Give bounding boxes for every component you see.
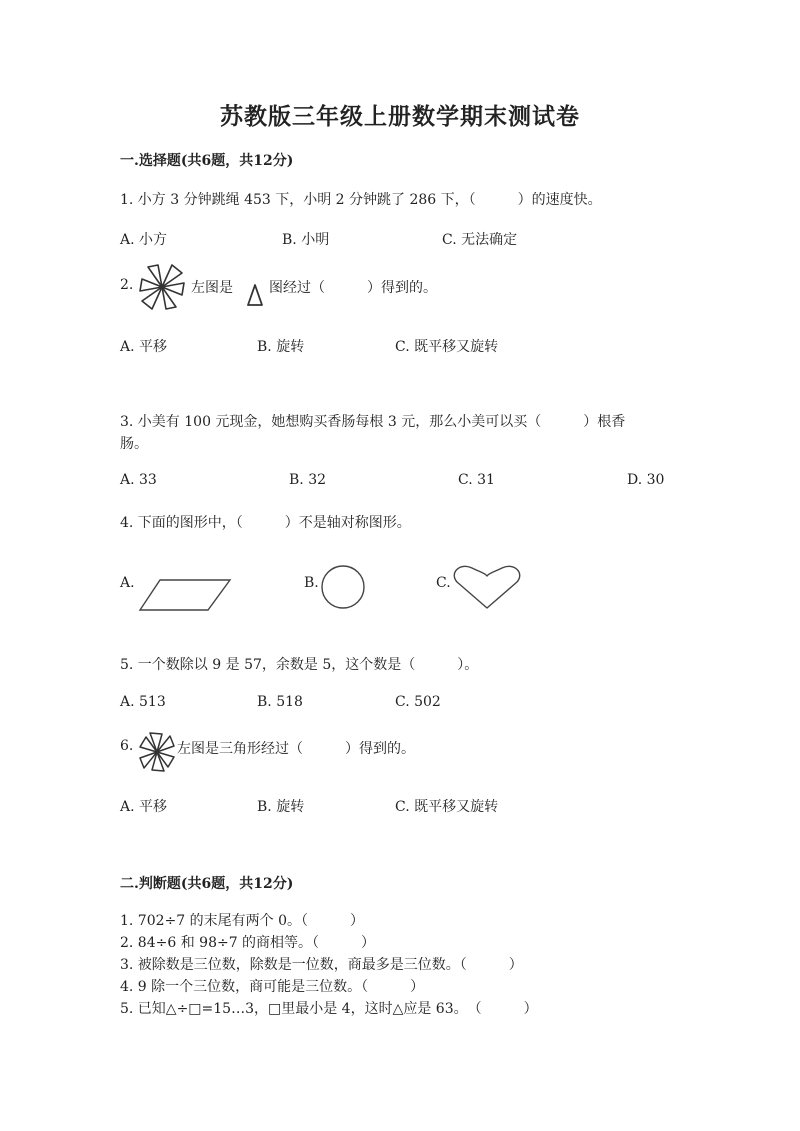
question-3-option-d: D. 30 (627, 472, 665, 488)
question-2-text-a: 左图是 (191, 280, 233, 296)
question-5-option-b: B. 518 (257, 694, 303, 710)
question-3-option-a: A. 33 (120, 472, 157, 488)
question-6-option-c: C. 既平移又旋转 (395, 799, 499, 815)
page-title: 苏教版三年级上册数学期末测试卷 (220, 103, 580, 130)
question-1-option-c: C. 无法确定 (442, 232, 518, 248)
question-4-option-a: A. (120, 575, 135, 591)
question-4-option-b: B. (304, 575, 319, 591)
question-2-text-b: 图经过（ ）得到的。 (269, 280, 437, 296)
question-1-option-b: B. 小明 (282, 232, 330, 248)
judgement-item-2: 2. 84÷6 和 98÷7 的商相等。（ ） (120, 935, 376, 951)
circle-icon (320, 564, 366, 610)
small-triangle-figure (245, 283, 265, 307)
question-4-text: 4. 下面的图形中，（ ）不是轴对称图形。 (120, 515, 411, 531)
judgement-item-3: 3. 被除数是三位数，除数是一位数，商最多是三位数。（ ） (120, 957, 523, 973)
question-2-option-b: B. 旋转 (257, 339, 305, 355)
judgement-item-4: 4. 9 除一个三位数，商可能是三位数。（ ） (120, 979, 425, 995)
question-5-option-a: A. 513 (120, 694, 166, 710)
question-3-option-c: C. 31 (458, 472, 495, 488)
parallelogram-icon (138, 578, 232, 612)
question-5-option-c: C. 502 (395, 694, 441, 710)
question-2-number: 2. (120, 277, 134, 293)
question-5-text: 5. 一个数除以 9 是 57，余数是 5，这个数是（ ）。 (120, 657, 479, 673)
question-1-text: 1. 小方 3 分钟跳绳 453 下，小明 2 分钟跳了 286 下，（ ）的速度快。 (120, 192, 602, 208)
section-heading-choice: 一.选择题(共6题，共12分) (120, 153, 294, 169)
question-3-line-1: 3. 小美有 100 元现金，她想购买香肠每根 3 元，那么小美可以买（ ）根香 (120, 414, 626, 430)
question-2-option-a: A. 平移 (120, 339, 168, 355)
judgement-item-5: 5. 已知△÷□=15…3，□里最小是 4，这时△应是 63。 （ ） (120, 1001, 538, 1017)
question-6-number: 6. (120, 738, 134, 754)
judgement-item-1: 1. 702÷7 的末尾有两个 0。（ ） (120, 913, 364, 929)
question-2-option-c: C. 既平移又旋转 (395, 339, 499, 355)
heart-icon (452, 564, 522, 610)
question-3-line-2: 肠。 (120, 436, 148, 452)
question-4-option-c: C. (436, 575, 451, 591)
question-6-text: 左图是三角形经过（ ）得到的。 (177, 741, 415, 757)
rotated-triangles-pinwheel-figure (138, 263, 186, 311)
question-1-option-a: A. 小方 (120, 232, 168, 248)
question-6-option-b: B. 旋转 (257, 799, 305, 815)
section-heading-judgement: 二.判断题(共6题，共12分) (120, 876, 294, 892)
question-6-option-a: A. 平移 (120, 799, 168, 815)
triangle-rotation-figure (138, 731, 176, 773)
question-3-option-b: B. 32 (289, 472, 327, 488)
